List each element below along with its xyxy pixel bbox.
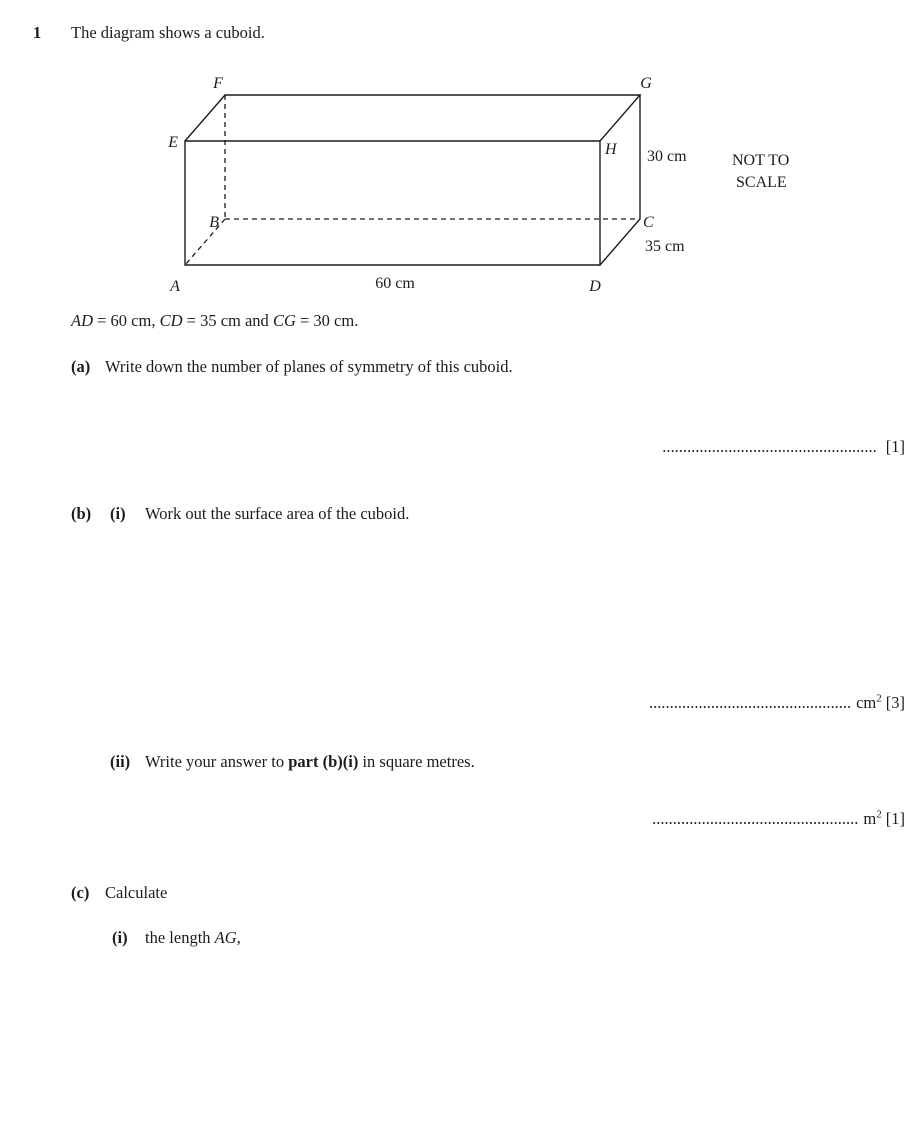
answer-line-b-ii (652, 808, 905, 829)
vertex-label-e: E (168, 134, 178, 151)
cuboid-top-face-edges (185, 95, 640, 141)
dim-seg-3: = 30 cm. (295, 311, 359, 330)
vertex-label-g: G (640, 75, 652, 92)
part-c-i-text-1: the length (145, 928, 215, 947)
part-b-ii-text-bold: part (b)(i) (288, 752, 359, 771)
dimension-label-35cm: 35 cm (645, 238, 685, 255)
answer-unit-b-ii: $m^2$ (863, 808, 882, 828)
cuboid-solid-edges (185, 95, 640, 265)
part-b-ii-text-2: in square metres. (358, 752, 475, 771)
answer-dots-a: .................................................... (662, 437, 877, 456)
vertex-label-d: D (589, 278, 601, 295)
dim-var-cd: CD (159, 311, 183, 330)
part-b-ii-label: (ii) (110, 752, 131, 771)
marks-label-b-ii: [1] (885, 809, 905, 828)
answer-unit-b-i: $cm^2$ (856, 692, 882, 712)
marks-label-b-i: [3] (885, 693, 905, 712)
cuboid-right-face-edges (600, 95, 640, 265)
dim-seg-1: = 60 cm, (93, 311, 160, 330)
cuboid-front-face (185, 141, 600, 265)
not-to-scale-line1: NOT TO (732, 152, 790, 169)
part-b-i (71, 503, 409, 524)
part-c-i-text-2: , (236, 928, 241, 947)
dim-var-ad: AD (71, 311, 93, 330)
part-a-label: (a) (71, 357, 91, 376)
vertex-label-c: C (643, 214, 654, 231)
vertex-label-h: H (605, 141, 617, 158)
answer-dots-b-i: ................................................. (648, 693, 852, 712)
cuboid-diagram (140, 70, 800, 302)
dimension-label-30cm: 30 cm (647, 148, 687, 165)
part-b-ii-text-1: Write your answer to (145, 752, 289, 771)
question-intro: The diagram shows a cuboid. (71, 23, 265, 42)
dim-var-cg: CG (272, 311, 296, 330)
cuboid-hidden-edge-ba (185, 219, 225, 265)
vertex-label-f: F (213, 75, 223, 92)
part-c-i (112, 927, 241, 948)
dimension-label-60cm: 60 cm (375, 275, 415, 292)
part-b-i-text: Work out the surface area of the cuboid. (145, 504, 410, 523)
part-c-label: (c) (71, 883, 90, 902)
answer-line-a (662, 436, 905, 457)
part-a-text: Write down the number of planes of symmetry of this cuboid. (105, 357, 513, 376)
part-c-i-label: (i) (112, 928, 128, 947)
vertex-label-a: A (170, 278, 180, 295)
vertex-label-b: B (209, 214, 219, 231)
not-to-scale-line2: SCALE (736, 174, 787, 191)
marks-label-a: [1] (885, 437, 905, 456)
cuboid-hidden-edges (185, 95, 640, 265)
dimensions-text (71, 310, 358, 331)
part-b-ii (110, 751, 475, 772)
answer-dots-b-ii: .................................................. (652, 809, 859, 828)
question-number: 1 (33, 23, 42, 42)
part-b-label: (b) (71, 504, 92, 523)
part-c (71, 882, 167, 903)
part-a (71, 356, 513, 377)
answer-line-b-i (649, 692, 905, 713)
part-c-text: Calculate (105, 883, 168, 902)
dim-seg-2: = 35 cm and (182, 311, 273, 330)
part-b-i-label: (i) (110, 504, 126, 523)
part-c-i-var-ag: AG (214, 928, 237, 947)
